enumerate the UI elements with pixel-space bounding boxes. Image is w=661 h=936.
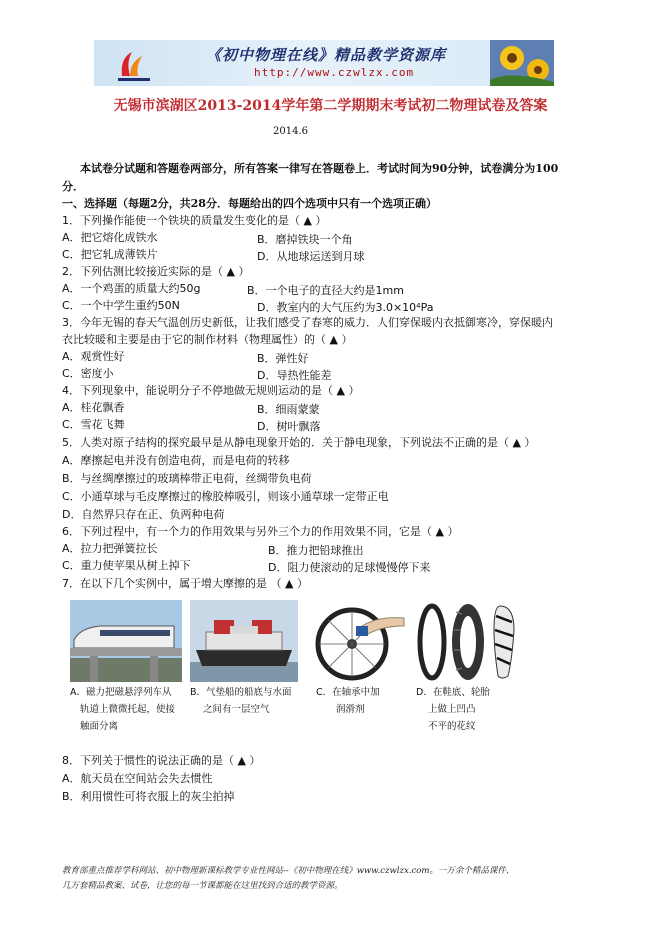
- option-b: B．推力把铅球推出: [268, 544, 364, 557]
- option-d: D．自然界只存在正、负两种电荷: [62, 508, 225, 521]
- document-date: 2014.6: [273, 126, 308, 137]
- option-c: C．把它轧成薄铁片: [62, 248, 158, 261]
- caption-a-cont: 触面分离: [80, 721, 119, 732]
- option-c: C．密度小: [62, 367, 114, 380]
- bicycle-wheel-picture-icon: [306, 600, 408, 682]
- caption-c-cont: 润滑剂: [336, 704, 365, 715]
- caption-d-cont: 上做上凹凸: [428, 704, 476, 715]
- section-heading: 一、选择题（每题2分，共28分．每题给出的四个选项中只有一个选项正确）: [62, 197, 437, 210]
- option-d: D．教室内的大气压约为3.0×10⁴Pa: [257, 301, 434, 314]
- option-a: A．把它熔化成铁水: [62, 231, 158, 244]
- banner-title: 《初中物理在线》精品教学资源库: [206, 46, 447, 64]
- caption-d-cont: 不平的花纹: [428, 721, 476, 732]
- option-b: B．磨掉铁块一个角: [257, 233, 353, 246]
- option-d: D．从地球运送到月球: [257, 250, 365, 263]
- question-stem: 2．下列估测比较接近实际的是（ ▲ ）: [62, 265, 250, 278]
- option-a: A．航天员在空间站会失去惯性: [62, 772, 213, 785]
- hovercraft-picture-icon: [190, 600, 298, 682]
- page-footer: [62, 864, 642, 894]
- footer-line: 几万套精品教案、试卷，让您的每一节课都能在这里找到合适的教学资源。: [62, 881, 343, 891]
- caption-b: B．气垫船的船底与水面: [190, 687, 292, 698]
- question-stem: 5．人类对原子结构的探究最早是从静电现象开始的．关于静电现象，下列说法不正确的是（ ▲ ）: [62, 436, 536, 449]
- intro-text: 本试卷分试题和答题卷两部分，所有答案一律写在答题卷上．考试时间为90分钟，试卷满分为100: [80, 162, 559, 175]
- question-stem: 6．下列过程中，有一个力的作用效果与另外三个力的作用效果不同，它是（ ▲ ）: [62, 525, 459, 538]
- option-b: B．细雨蒙蒙: [257, 403, 320, 416]
- option-a: A．一个鸡蛋的质量大约50g: [62, 282, 201, 295]
- caption-c: C．在轴承中加: [316, 687, 380, 698]
- caption-d: D．在鞋底、轮胎: [416, 687, 490, 698]
- sunflower-icon: [490, 40, 554, 86]
- caption-b-cont: 之间有一层空气: [203, 704, 270, 715]
- caption-a: A．磁力把磁悬浮列车从: [70, 687, 172, 698]
- question-stem: 3．今年无锡的春天气温创历史新低，让我们感受了春寒的威力．人们穿保暖内衣抵御寒冷，穿保暖内: [62, 316, 553, 329]
- option-a: A．桂花飘香: [62, 401, 125, 414]
- option-b: B．一个电子的直径大约是1mm: [247, 284, 404, 297]
- tire-and-sole-picture-icon: [414, 600, 524, 682]
- option-d: D．阻力使滚动的足球慢慢停下来: [268, 561, 431, 574]
- option-b: B．利用惯性可将衣服上的灰尘拍掉: [62, 790, 235, 803]
- option-c: C．雪花飞舞: [62, 418, 125, 431]
- question-stem: 1．下列操作能使一个铁块的质量发生变化的是（ ▲ ）: [62, 214, 327, 227]
- document-title: 无锡市滨湖区2013-2014学年第二学期期末考试初二物理试卷及答案: [113, 98, 548, 114]
- option-c: C．一个中学生重约50N: [62, 299, 180, 312]
- option-a: A．拉力把弹簧拉长: [62, 542, 158, 555]
- question-stem: 7．在以下几个实例中，属于增大摩擦的是 （ ▲ ）: [62, 577, 308, 590]
- site-logo-icon: [116, 46, 152, 82]
- question-stem: 8．下列关于惯性的说法正确的是（ ▲ ）: [62, 754, 261, 767]
- option-b: B．与丝绸摩擦过的玻璃棒带正电荷，丝绸带负电荷: [62, 472, 312, 485]
- maglev-train-picture-icon: [70, 600, 182, 682]
- footer-line: 教育部重点推荐学科网站、初中物理新课标教学专业性网站--《初中物理在线》www.czwlzx.com。一万余个精品课件、: [62, 866, 515, 876]
- option-c: C．小通草球与毛皮摩擦过的橡胶棒吸引，则该小通草球一定带正电: [62, 490, 389, 503]
- option-d: D．导热性能差: [257, 369, 332, 382]
- option-a: A．摩擦起电并没有创造电荷，而是电荷的转移: [62, 454, 290, 467]
- question-stem: 4．下列现象中，能说明分子不停地做无规则运动的是（ ▲ ）: [62, 384, 360, 397]
- header-banner: [94, 40, 554, 86]
- banner-url[interactable]: http://www.czwlzx.com: [254, 66, 415, 79]
- option-d: D．树叶飘落: [257, 420, 321, 433]
- option-a: A．观赏性好: [62, 350, 125, 363]
- caption-a-cont: 轨道上微微托起，使接: [80, 704, 176, 715]
- intro-text-cont: 分．: [62, 180, 84, 193]
- option-b: B．弹性好: [257, 352, 309, 365]
- option-c: C．重力使苹果从树上掉下: [62, 559, 191, 572]
- question-stem-cont: 衣比较暖和主要是由于它的制作材料（物理属性）的（ ▲ ）: [62, 333, 353, 346]
